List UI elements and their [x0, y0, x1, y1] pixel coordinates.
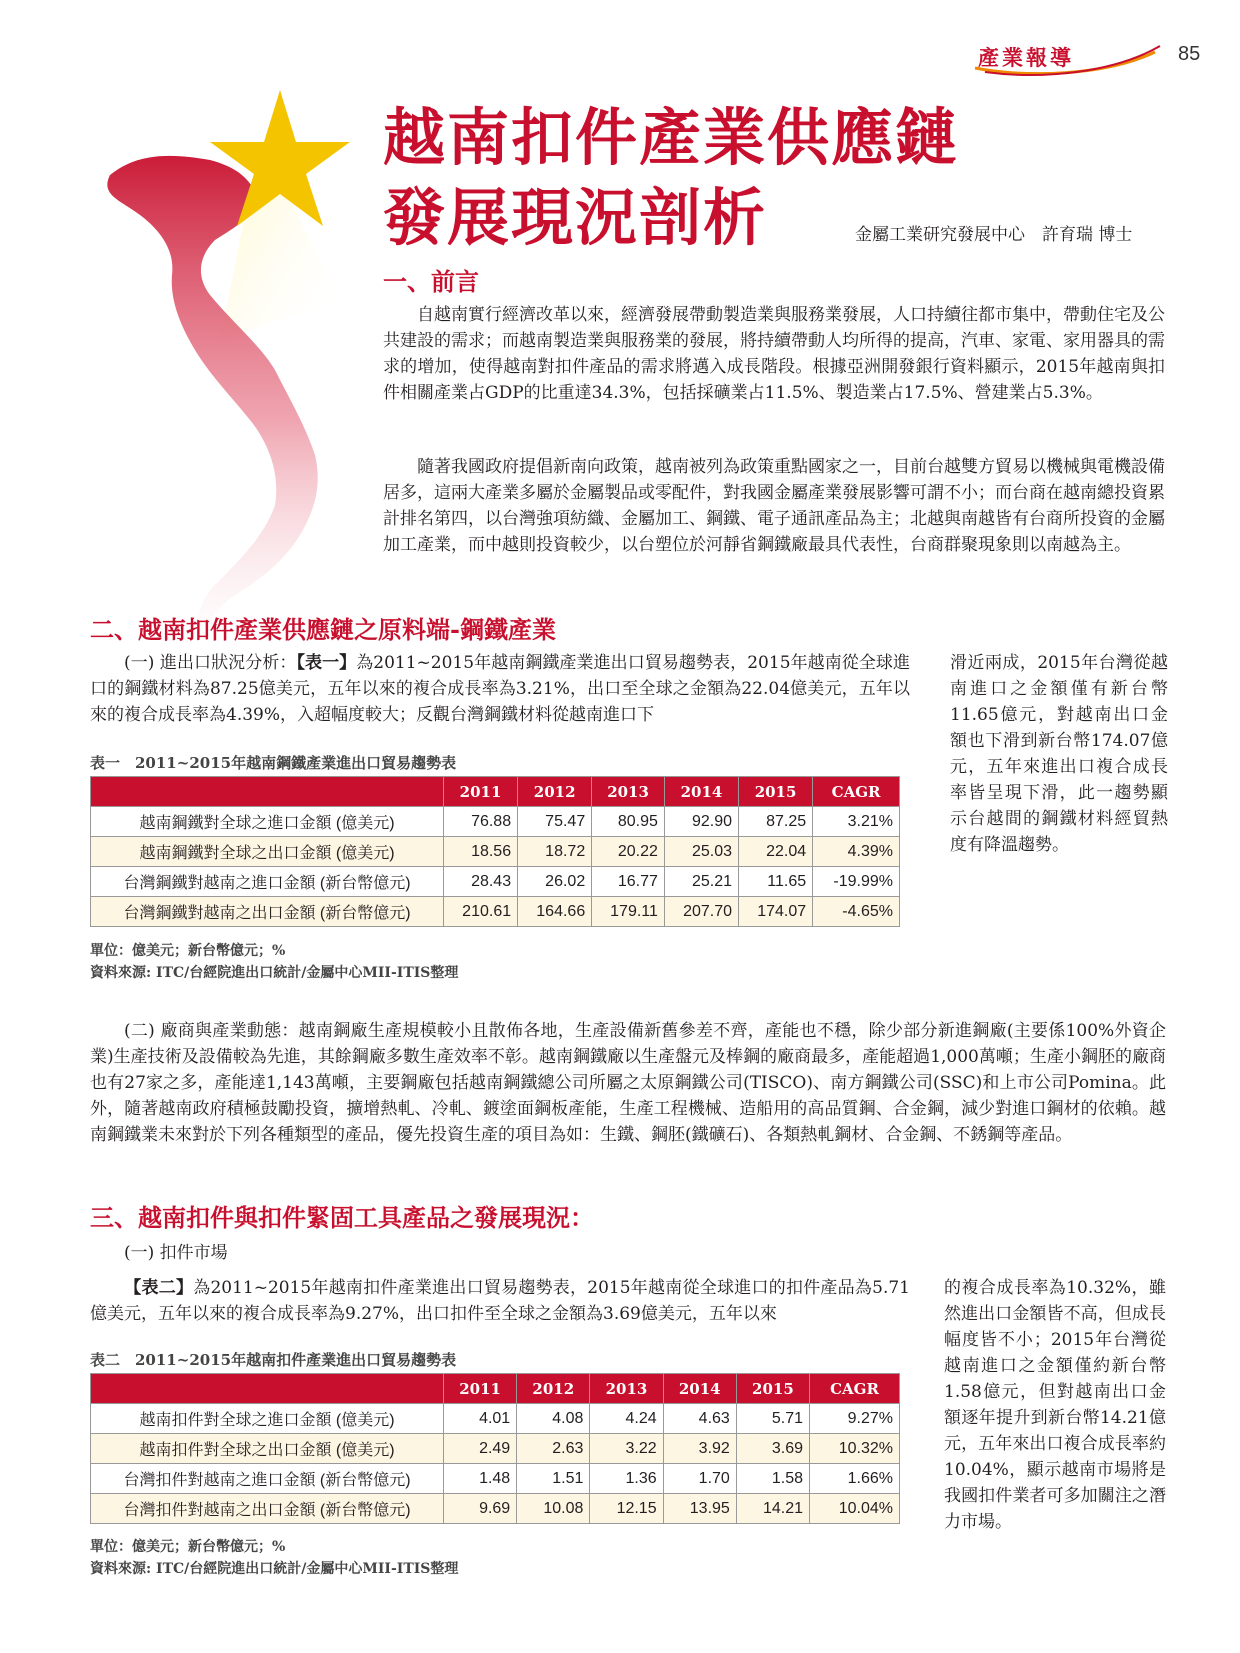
section1-heading: 一、前言 — [383, 267, 479, 296]
table2-corner — [91, 1374, 444, 1404]
section2-paragraph-2 — [90, 1018, 1166, 1148]
table1-col-header: 2015 — [739, 777, 813, 807]
table-cell: 16.77 — [592, 867, 665, 897]
table-row-label: 越南扣件對全球之進口金額 (億美元) — [91, 1404, 444, 1434]
table-cell: 28.43 — [444, 867, 518, 897]
table-cell: -19.99% — [813, 867, 900, 897]
table-cell: 2.49 — [444, 1434, 517, 1464]
section2-p1-prefix: (一) 進出口狀況分析： — [124, 653, 297, 673]
table-cell: 76.88 — [444, 807, 518, 837]
section3-heading: 三、越南扣件與扣件緊固工具產品之發展現況： — [90, 1203, 594, 1232]
table1-reference: 【表一】 — [296, 653, 357, 673]
table-cell: 14.21 — [736, 1494, 809, 1524]
table-cell: 1.58 — [736, 1464, 809, 1494]
section3-side-paragraph: 的複合成長率為10.32%，雖然進出口金額皆不高，但成長幅度皆不小；2015年台灣從越南進口之金額僅約新台幣1.58億元，但對越南出口金額逐年提升到新台幣14.21億元，五年來出口複合成長率約10.04%，顯示越南市場將是我國扣件業者可多加關注之潛力市場。 — [944, 1278, 1166, 1532]
table1-col-header: 2012 — [518, 777, 592, 807]
table-cell: 87.25 — [739, 807, 813, 837]
table-cell: 4.24 — [590, 1404, 663, 1434]
section2-p2-text: (二) 廠商與產業動態：越南鋼廠生產規模較小且散佈各地，生產設備新舊參差不齊，產能也不穩，除少部分新進鋼廠(主要係100%外資企業)生產技術及設備較為先進，其餘鋼廠多數生產效率不彰。越南鋼鐵廠以生產盤元及棒鋼的廠商最多，產能超過1,000萬噸；生產小鋼胚的廠商也有27家之多，產能達1,143萬噸，主要鋼廠包括越南鋼鐵總公司所屬之太原鋼鐵公司(TISCO)、南方鋼鐵公司(SSC)和上市公司Pomina。此外，隨著越南政府積極鼓勵投資，擴增熱軋、冷軋、鍍塗面鋼板產能，生產工程機械、造船用的高品質鋼、合金鋼，減少對進口鋼材的依賴。越南鋼鐵業未來對於下列各種類型的產品，優先投資生產的項目為如：生鐵、鋼胚(鐵礦石)、各類熱軋鋼材、合金鋼、不銹鋼等產品。 — [90, 1021, 1166, 1145]
table-cell: 25.03 — [664, 837, 738, 867]
table2-reference: 【表二】 — [124, 1278, 194, 1298]
table-row — [91, 837, 900, 867]
table-cell: 92.90 — [664, 807, 738, 837]
table-cell: 3.21% — [813, 807, 900, 837]
table-cell: 164.66 — [518, 897, 592, 927]
table-cell: 9.69 — [444, 1494, 517, 1524]
table1-source-note: 資料來源: ITC/台經院進出口統計/金屬中心MII-ITIS整理 — [90, 965, 459, 981]
table-cell: 1.66% — [810, 1464, 900, 1494]
author: 金屬工業研究發展中心 許育瑞 博士 — [855, 225, 1133, 245]
table-row — [91, 1434, 900, 1464]
table-row-label: 台灣鋼鐵對越南之進口金額 (新台幣億元) — [91, 867, 444, 897]
table-cell: 10.04% — [810, 1494, 900, 1524]
table2-source-note: 資料來源: ITC/台經院進出口統計/金屬中心MII-ITIS整理 — [90, 1561, 459, 1577]
table-cell: 1.70 — [663, 1464, 736, 1494]
table-row — [91, 1464, 900, 1494]
table-cell: 1.51 — [517, 1464, 590, 1494]
table2-caption: 表二 2011~2015年越南扣件產業進出口貿易趨勢表 — [90, 1351, 457, 1369]
section2-paragraph-1 — [90, 650, 910, 728]
table-cell: 10.08 — [517, 1494, 590, 1524]
table-row-label: 台灣扣件對越南之出口金額 (新台幣億元) — [91, 1494, 444, 1524]
table-cell: 1.36 — [590, 1464, 663, 1494]
table1-col-header: CAGR — [813, 777, 900, 807]
section-label: 產業報導 — [978, 45, 1074, 70]
table-cell: 5.71 — [736, 1404, 809, 1434]
section1-paragraph-1 — [383, 302, 1165, 406]
table-row-label: 越南鋼鐵對全球之出口金額 (億美元) — [91, 837, 444, 867]
page-title: 越南扣件產業供應鏈 — [383, 101, 960, 174]
table-cell: 3.92 — [663, 1434, 736, 1464]
table-cell: 2.63 — [517, 1434, 590, 1464]
section1-p2-text: 隨著我國政府提倡新南向政策，越南被列為政策重點國家之一，目前台越雙方貿易以機械與電機設備居多，這兩大產業多屬於金屬製品或零配件，對我國金屬產業發展影響可謂不小；而台商在越南總投資累計排名第四，以台灣強項紡織、金屬加工、鋼鐵、電子通訊產品為主；北越與南越皆有台商所投資的金屬加工產業，而中越則投資較少，以台塑位於河靜省鋼鐵廠最具代表性，台商群聚現象則以南越為主。 — [383, 457, 1165, 555]
table-row-label: 台灣鋼鐵對越南之出口金額 (新台幣億元) — [91, 897, 444, 927]
section3-paragraph-1 — [90, 1275, 910, 1327]
table2-header-row — [91, 1374, 900, 1404]
table2-col-header: 2013 — [590, 1374, 663, 1404]
page-subtitle: 發展現況剖析 — [383, 181, 768, 254]
section1-paragraph-2 — [383, 454, 1165, 558]
table2 — [90, 1373, 900, 1524]
table-row — [91, 1404, 900, 1434]
table1-header-row — [91, 777, 900, 807]
table-cell: 22.04 — [739, 837, 813, 867]
table-cell: 3.69 — [736, 1434, 809, 1464]
table-cell: 210.61 — [444, 897, 518, 927]
table-cell: 4.01 — [444, 1404, 517, 1434]
table-cell: 1.48 — [444, 1464, 517, 1494]
table-cell: -4.65% — [813, 897, 900, 927]
vietnam-map-star-icon — [100, 80, 430, 660]
table2-unit-note: 單位：億美元；新台幣億元；% — [90, 1539, 286, 1555]
table-cell: 207.70 — [664, 897, 738, 927]
table-row-label: 越南扣件對全球之出口金額 (億美元) — [91, 1434, 444, 1464]
table-cell: 80.95 — [592, 807, 665, 837]
table2-col-header: CAGR — [810, 1374, 900, 1404]
table-cell: 4.39% — [813, 837, 900, 867]
table2-col-header: 2014 — [663, 1374, 736, 1404]
table-cell: 174.07 — [739, 897, 813, 927]
table-cell: 75.47 — [518, 807, 592, 837]
section2-heading: 二、越南扣件產業供應鏈之原料端-鋼鐵產業 — [90, 615, 556, 644]
table-cell: 25.21 — [664, 867, 738, 897]
table1-col-header: 2013 — [592, 777, 665, 807]
section1-p1-text: 自越南實行經濟改革以來，經濟發展帶動製造業與服務業發展，人口持續往都市集中，帶動住宅及公共建設的需求；而越南製造業與服務業的發展，將持續帶動人均所得的提高，汽車、家電、家用器具的需求的增加，使得越南對扣件產品的需求將邁入成長階段。根據亞洲開發銀行資料顯示，2015年越南與扣件相關產業占GDP的比重達34.3%，包括採礦業占11.5%、製造業占17.5%、營建業占5.3%。 — [383, 305, 1165, 403]
section2-side-paragraph: 滑近兩成，2015年台灣從越南進口之金額僅有新台幣11.65億元，對越南出口金額也下滑到新台幣174.07億元，五年來進出口複合成長率皆呈現下滑，此一趨勢顯示台越間的鋼鐵材料經貿熱度有降溫趨勢。 — [950, 653, 1168, 855]
table1-col-header: 2014 — [664, 777, 738, 807]
section3-subheading: (一) 扣件市場 — [124, 1243, 228, 1263]
table-row-label: 越南鋼鐵對全球之進口金額 (億美元) — [91, 807, 444, 837]
table-cell: 12.15 — [590, 1494, 663, 1524]
table-cell: 10.32% — [810, 1434, 900, 1464]
table-cell: 11.65 — [739, 867, 813, 897]
table-cell: 20.22 — [592, 837, 665, 867]
table1-col-header: 2011 — [444, 777, 518, 807]
table-cell: 4.63 — [663, 1404, 736, 1434]
section3-p1-text: 為2011~2015年越南扣件產業進出口貿易趨勢表，2015年越南從全球進口的扣件產品為5.71億美元，五年以來的複合成長率為9.27%，出口扣件至全球之金額為3.69億美元，五年以來 — [90, 1278, 910, 1324]
table2-col-header: 2011 — [444, 1374, 517, 1404]
table1-corner — [91, 777, 444, 807]
table-row — [91, 1494, 900, 1524]
table-cell: 18.56 — [444, 837, 518, 867]
table1 — [90, 776, 900, 927]
table-cell: 3.22 — [590, 1434, 663, 1464]
page-number: 85 — [1178, 43, 1201, 65]
table1-unit-note: 單位：億美元；新台幣億元；% — [90, 943, 286, 959]
table1-caption: 表一 2011~2015年越南鋼鐵產業進出口貿易趨勢表 — [90, 754, 457, 772]
table-cell: 18.72 — [518, 837, 592, 867]
section2-p1-text: 為2011~2015年越南鋼鐵產業進出口貿易趨勢表，2015年越南從全球進口的鋼鐵材料為87.25億美元，五年以來的複合成長率為3.21%，出口至全球之金額為22.04億美元，五年以來的複合成長率為4.39%，入超幅度較大；反觀台灣鋼鐵材料從越南進口下 — [90, 653, 910, 725]
table2-col-header: 2012 — [517, 1374, 590, 1404]
table-row — [91, 897, 900, 927]
table-cell: 26.02 — [518, 867, 592, 897]
table-cell: 9.27% — [810, 1404, 900, 1434]
table-cell: 4.08 — [517, 1404, 590, 1434]
table2-col-header: 2015 — [736, 1374, 809, 1404]
table-row-label: 台灣扣件對越南之進口金額 (新台幣億元) — [91, 1464, 444, 1494]
table-row — [91, 807, 900, 837]
table-row — [91, 867, 900, 897]
table-cell: 179.11 — [592, 897, 665, 927]
table-cell: 13.95 — [663, 1494, 736, 1524]
